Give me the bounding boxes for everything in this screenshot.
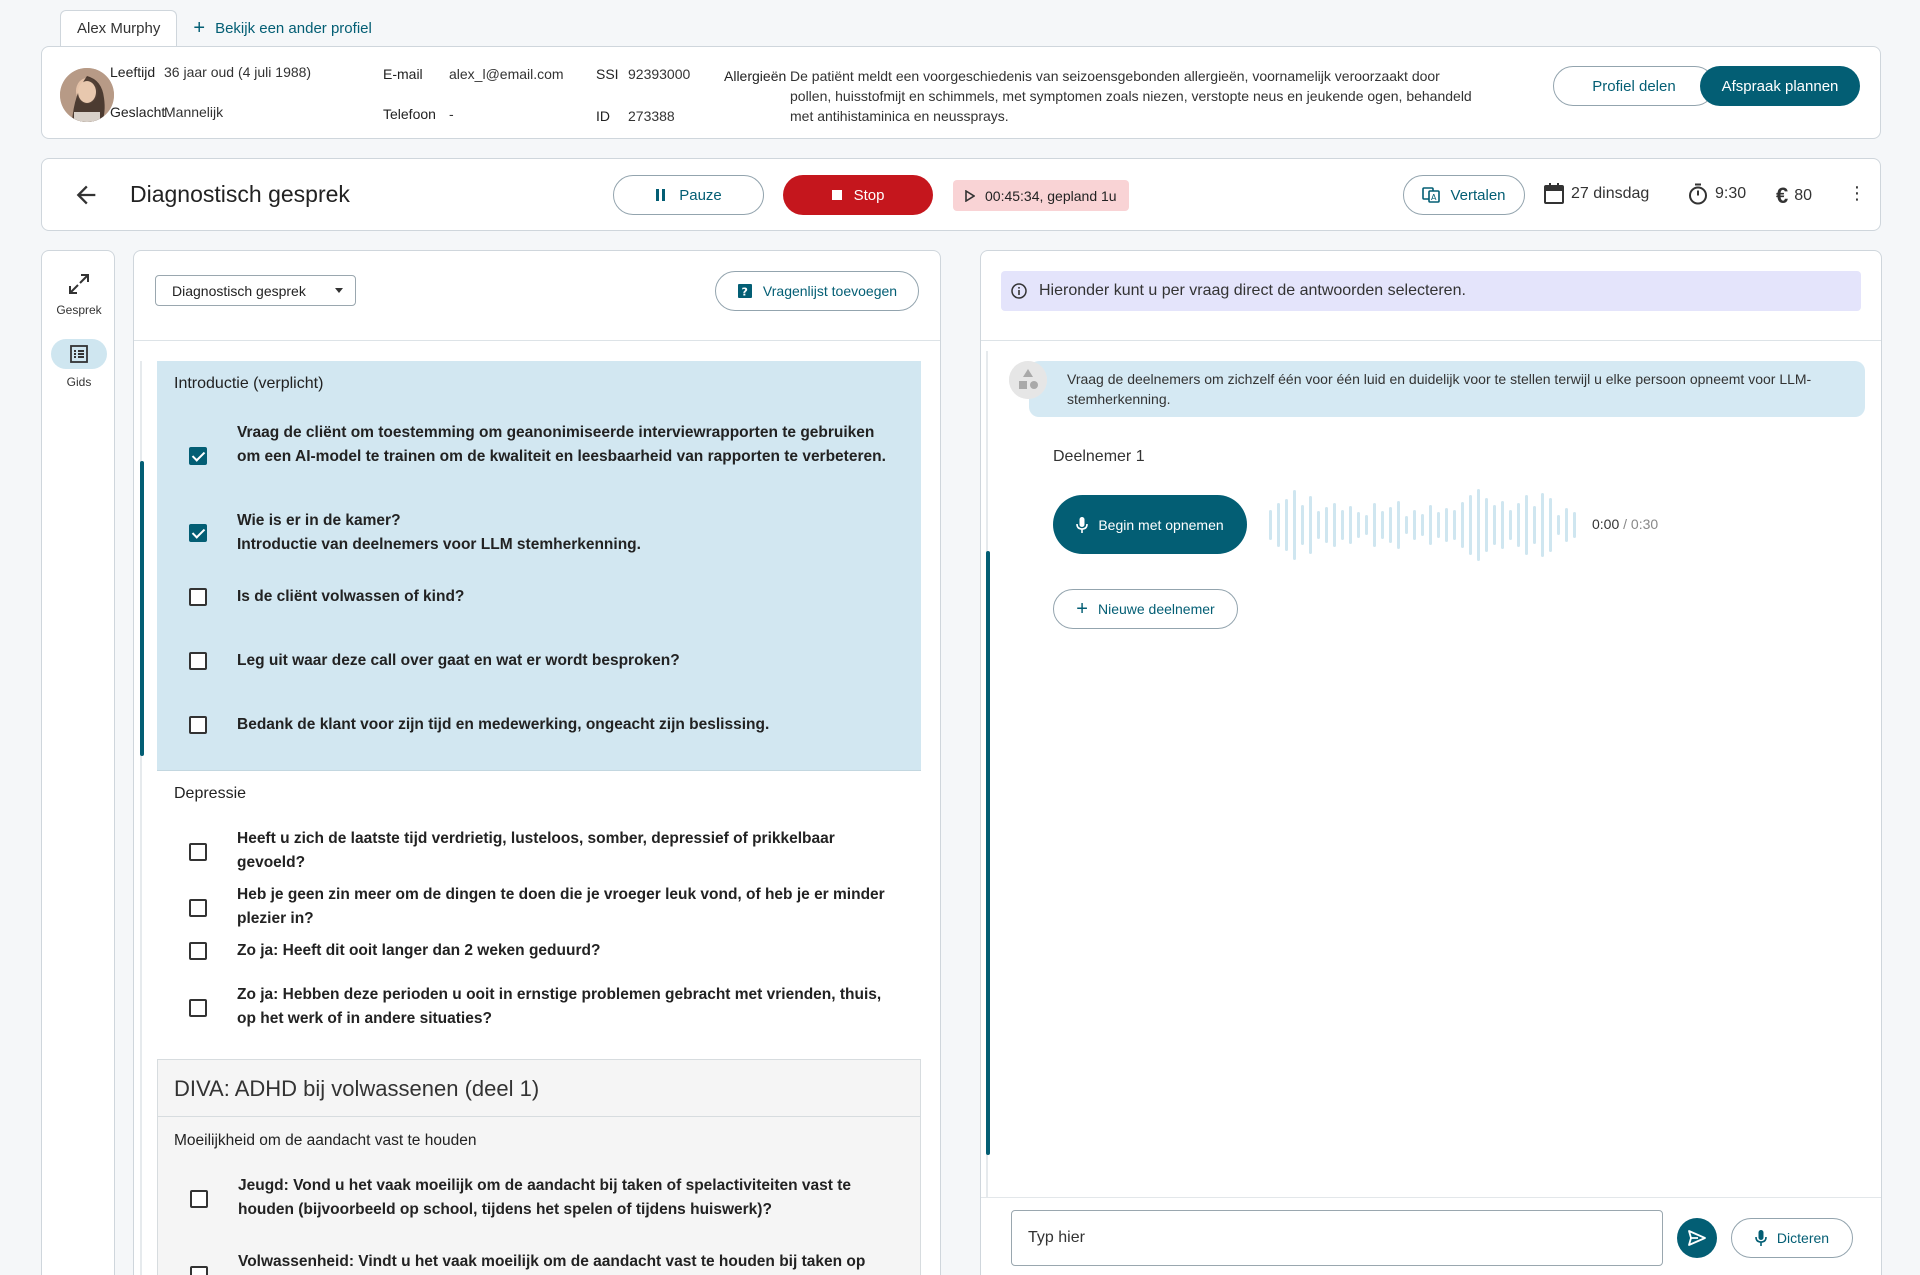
checkbox[interactable] <box>190 1266 208 1275</box>
allergy-text: De patiënt meldt een voorgeschiedenis van seizoensgebonden allergieën, voornamelijk veroorzaakt door pollen, huisstofmijt en schimmels, met symptomen zoals niezen, verstopte neus en jeukende ogen, behandeld met antihistaminica en neussprays. <box>790 68 1472 124</box>
waveform-bar <box>1413 510 1416 540</box>
phone-label: Telefoon <box>383 106 436 122</box>
question-line: Introductie van deelnemers voor LLM stemherkenning. <box>237 536 641 553</box>
answers-panel <box>980 250 1882 1275</box>
waveform-bar <box>1549 498 1552 552</box>
age-label: Leeftijd <box>110 64 156 80</box>
waveform-bar <box>1397 501 1400 549</box>
tab-other-profile[interactable] <box>177 10 387 46</box>
waveform-bar <box>1301 505 1304 545</box>
waveform-bar <box>1469 495 1472 555</box>
waveform-bar <box>1565 508 1568 542</box>
answers-header <box>981 251 1881 341</box>
waveform-bar <box>1493 505 1496 545</box>
info-text: Hieronder kunt u per vraag direct de antwoorden selecteren. <box>1039 282 1466 299</box>
checkbox[interactable] <box>189 843 207 861</box>
waveform-bar <box>1269 510 1272 540</box>
phone-value: - <box>449 106 454 122</box>
waveform-bar <box>1541 493 1544 557</box>
translate-icon <box>1422 186 1440 204</box>
checkbox-checked[interactable] <box>189 524 207 542</box>
question-text: Zo ja: Hebben deze perioden u ooit in ernstige problemen gebracht met vrienden, thuis, op het werk of in andere situaties? <box>237 986 882 1027</box>
waveform-bar <box>1477 489 1480 561</box>
start-recording-button[interactable] <box>1053 495 1247 554</box>
svg-text:?: ? <box>741 285 748 299</box>
diva-section <box>157 1059 921 1275</box>
section-title: Depressie <box>174 785 247 802</box>
add-questionnaire-label: Vragenlijst toevoegen <box>762 283 898 299</box>
waveform-bar <box>1325 507 1328 543</box>
question-text: Vraag de cliënt om toestemming om geanonimiseerde interviewrapporten te gebruiken om een AI-model te trainen om de kwaliteit en leesbaarheid van rapporten te verbeteren. <box>237 424 886 465</box>
recording-time <box>1592 516 1658 532</box>
play-outline-icon <box>965 190 975 202</box>
nav-label: Gesprek <box>56 303 102 317</box>
waveform-bar <box>1349 506 1352 544</box>
recording-separator: / <box>1619 516 1631 532</box>
avatar <box>60 68 114 122</box>
tab-label: Alex Murphy <box>77 20 161 37</box>
question-text: Bedank de klant voor zijn tijd en medewerking, ongeacht zijn beslissing. <box>237 716 770 733</box>
waveform-bar <box>1389 507 1392 543</box>
waveform-bar <box>1437 512 1440 538</box>
checkbox[interactable] <box>189 942 207 960</box>
waveform-bar <box>1373 503 1376 547</box>
question-text: Leg uit waar deze call over gaat en wat er wordt besproken? <box>237 652 680 669</box>
timer-text: 00:45:34, gepland 1u <box>985 187 1117 204</box>
nav-item-gesprek[interactable] <box>42 273 116 317</box>
session-time <box>1687 183 1746 205</box>
session-price <box>1776 183 1812 209</box>
recording-total: 0:30 <box>1630 516 1659 532</box>
dictate-button[interactable] <box>1731 1218 1853 1258</box>
waveform-bar <box>1485 498 1488 552</box>
shapes-icon <box>1009 361 1047 399</box>
waveform-bar <box>1309 496 1312 554</box>
date-text: 27 dinsdag <box>1571 185 1650 202</box>
waveform-bar <box>1509 510 1512 540</box>
question-text: Heeft u zich de laatste tijd verdrietig, lusteloos, somber, depressief of prikkelbaar gevoeld? <box>237 830 835 871</box>
ssi-label: SSI <box>596 66 619 82</box>
help-box-icon <box>737 283 753 299</box>
waveform-bar <box>1525 495 1528 555</box>
arrow-left-icon[interactable] <box>72 181 100 209</box>
checkbox[interactable] <box>189 588 207 606</box>
nav-label: Gids <box>66 375 92 389</box>
waveform-bar <box>1421 514 1424 536</box>
pause-label: Pauze <box>679 186 722 204</box>
new-participant-button[interactable] <box>1053 589 1238 629</box>
section-subtitle: Moeilijkheid om de aandacht vast te houden <box>174 1132 477 1149</box>
participant-label: Deelnemer 1 <box>1053 448 1145 465</box>
waveform-bar <box>1405 516 1408 534</box>
price-text: 80 <box>1794 187 1813 204</box>
question-text: Volwassenheid: Vindt u het vaak moeilijk om de aandacht vast te houden bij taken op <box>238 1253 866 1270</box>
questions-header <box>134 251 940 341</box>
stop-label: Stop <box>853 186 885 204</box>
intro-section <box>157 361 921 771</box>
recording-elapsed: 0:00 <box>1592 516 1620 532</box>
waveform-bar <box>1341 510 1344 540</box>
info-icon <box>1011 283 1027 299</box>
profile-tabs <box>60 10 388 46</box>
pause-icon <box>655 189 667 201</box>
left-nav <box>41 250 115 1275</box>
section-title: Introductie (verplicht) <box>174 375 324 392</box>
session-timer <box>953 180 1129 211</box>
info-banner <box>1001 271 1861 311</box>
euro-icon: € <box>1776 183 1789 208</box>
stop-icon <box>832 190 842 200</box>
tab-label: Bekijk een ander profiel <box>215 19 372 37</box>
send-button[interactable] <box>1677 1218 1717 1258</box>
translate-label: Vertalen <box>1450 186 1506 204</box>
assistant-message: Vraag de deelnemers om zichzelf één voor één luid en duidelijk voor te stellen terwijl u elke persoon opneemt voor LLM-stemherkenning. <box>1029 361 1865 417</box>
waveform-bar <box>1365 515 1368 535</box>
time-text: 9:30 <box>1715 185 1747 202</box>
waveform-bar <box>1429 505 1432 545</box>
page-title: Diagnostisch gesprek <box>130 181 350 207</box>
stopwatch-icon <box>1687 183 1709 205</box>
checkbox[interactable] <box>189 999 207 1017</box>
checkbox[interactable] <box>189 652 207 670</box>
svg-text:A: A <box>1431 193 1437 202</box>
question-text: Is de cliënt volwassen of kind? <box>237 588 465 605</box>
waveform-bar <box>1277 503 1280 547</box>
expand-icon <box>68 273 90 295</box>
email-value: alex_l@email.com <box>449 66 564 82</box>
checkbox-checked[interactable] <box>189 447 207 465</box>
stop-button[interactable] <box>783 175 933 215</box>
waveform-bar <box>1557 515 1560 535</box>
questionnaire-select[interactable] <box>155 275 356 306</box>
gender-label: Geslacht <box>110 104 166 120</box>
nav-item-gids[interactable] <box>42 339 116 389</box>
waveform-bar <box>1381 511 1384 539</box>
translate-button[interactable] <box>1403 175 1525 215</box>
section-heading: DIVA: ADHD bij volwassenen (deel 1) <box>158 1060 920 1117</box>
waveform-bar <box>1501 501 1504 549</box>
questions-panel <box>133 250 941 1275</box>
profile-card <box>41 46 1881 139</box>
calendar-icon <box>1543 183 1565 205</box>
more-menu-icon[interactable]: ⋮ <box>1848 183 1866 203</box>
ssi-value: 92393000 <box>628 66 691 82</box>
question-line: Wie is er in de kamer? <box>237 512 401 529</box>
plan-appointment-button[interactable]: Afspraak plannen <box>1700 66 1860 106</box>
add-questionnaire-button[interactable] <box>715 271 919 311</box>
tab-alex-murphy[interactable] <box>60 10 177 46</box>
message-composer <box>981 1197 1881 1275</box>
dictate-label: Dicteren <box>1776 1230 1830 1246</box>
question-text: Zo ja: Heeft dit ooit langer dan 2 weken geduurd? <box>237 942 601 959</box>
question-text: Heb je geen zin meer om de dingen te doen die je vroeger leuk vond, of heb je er minder plezier in? <box>237 886 885 927</box>
assistant-avatar <box>1009 361 1047 399</box>
plus-icon: + <box>193 17 206 39</box>
select-value: Diagnostisch gesprek <box>172 282 306 299</box>
caret-down-icon <box>335 288 343 293</box>
id-value: 273388 <box>628 108 675 124</box>
question-text: Jeugd: Vond u het vaak moeilijk om de aandacht bij taken of spelactiviteiten vast te houden (bijvoorbeeld op school, tijdens het spelen of tijdens huiswerk)? <box>238 1177 851 1218</box>
waveform-bar <box>1517 503 1520 547</box>
waveform-bar <box>1445 508 1448 542</box>
waveform-bar <box>1533 506 1536 544</box>
waveform-bar <box>1293 490 1296 560</box>
message-input[interactable] <box>1011 1210 1663 1266</box>
session-bar <box>41 158 1881 231</box>
age-value: 36 jaar oud (4 juli 1988) <box>164 64 312 80</box>
waveform-bar <box>1461 502 1464 548</box>
gender-value: Mannelijk <box>164 104 224 120</box>
id-label: ID <box>596 108 610 124</box>
waveform-bar <box>1453 510 1456 540</box>
waveform-bar <box>1357 512 1360 538</box>
waveform-bar <box>1317 511 1320 539</box>
checkbox[interactable] <box>190 1190 208 1208</box>
pause-button[interactable] <box>613 175 764 215</box>
record-label: Begin met opnemen <box>1098 516 1224 533</box>
audio-waveform <box>1267 487 1577 563</box>
checkbox[interactable] <box>189 716 207 734</box>
waveform-bar <box>1285 499 1288 551</box>
waveform-bar <box>1573 512 1576 538</box>
scroll-indicator[interactable] <box>140 461 144 756</box>
allergy-label: Allergieën <box>724 68 787 84</box>
nav-pill <box>51 339 107 369</box>
plus-icon: + <box>1076 598 1088 620</box>
checkbox[interactable] <box>189 899 207 917</box>
new-participant-label: Nieuwe deelnemer <box>1097 601 1215 617</box>
microphone-icon <box>1076 517 1088 533</box>
email-label: E-mail <box>383 66 423 82</box>
scroll-indicator[interactable] <box>986 551 990 1155</box>
waveform-bar <box>1333 503 1336 547</box>
share-profile-button[interactable]: Profiel delen <box>1553 66 1715 106</box>
session-date <box>1543 183 1649 205</box>
microphone-icon <box>1755 1230 1767 1246</box>
send-icon <box>1687 1228 1707 1248</box>
question-text <box>237 509 897 557</box>
list-icon <box>70 345 88 363</box>
